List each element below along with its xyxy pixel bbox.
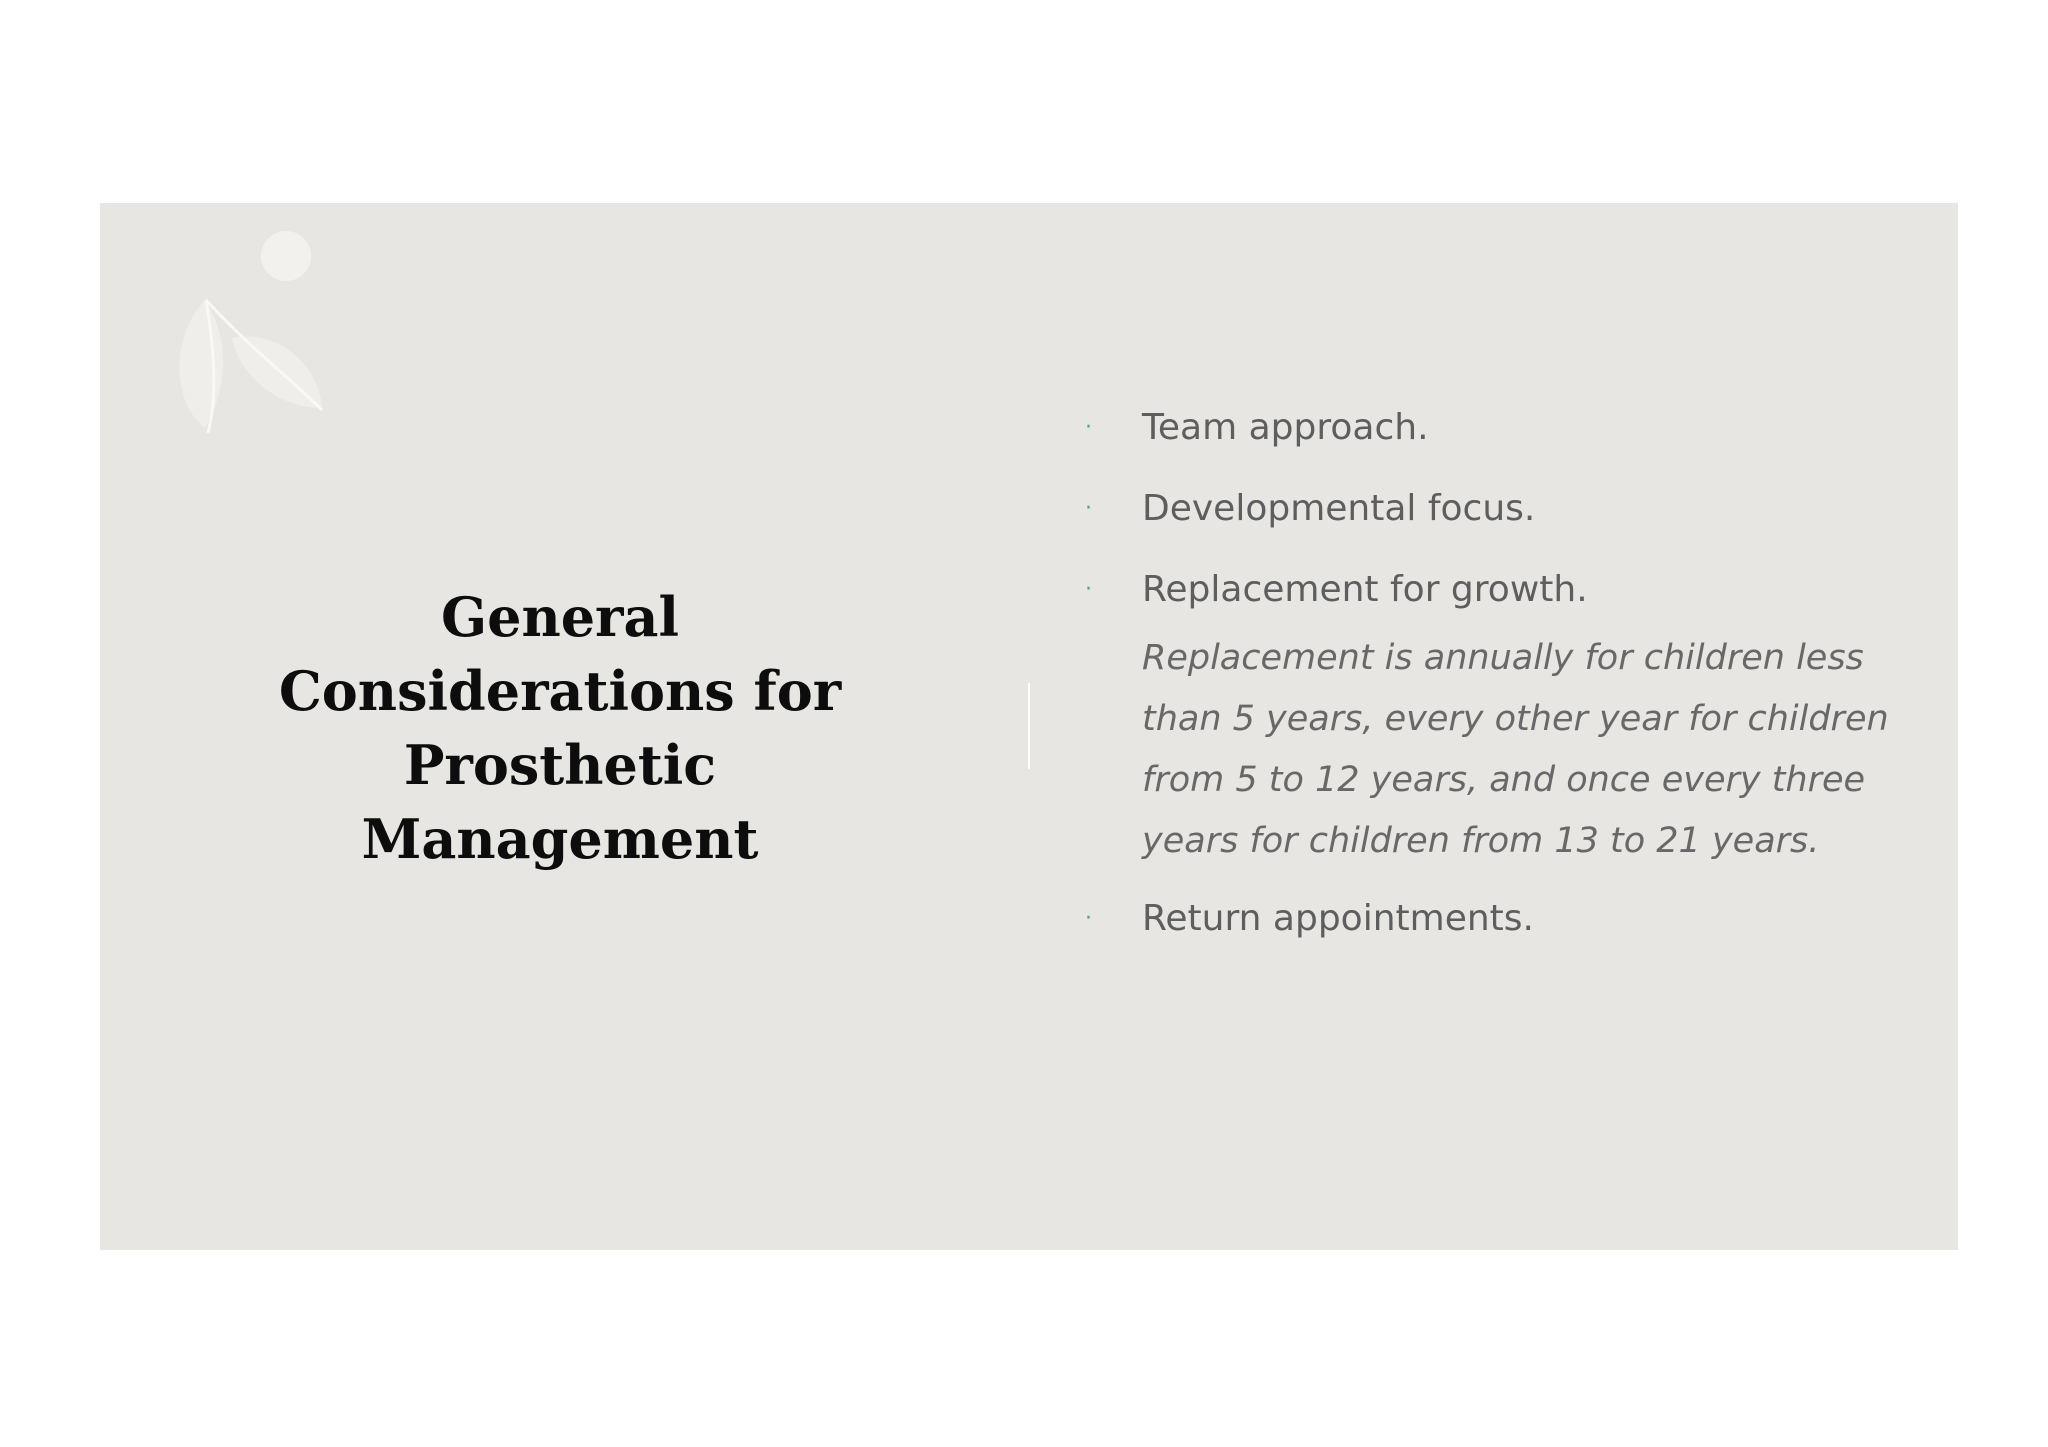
bullet-item xyxy=(1085,565,1905,615)
bullet-dot-icon: · xyxy=(1085,415,1092,440)
bullet-text: Return appointments. xyxy=(1142,898,1534,939)
note-line: from 5 to 12 years, and once every three xyxy=(1142,760,1866,800)
bullet-item xyxy=(1085,403,1905,453)
title-line: General xyxy=(440,585,680,649)
title-line: Prosthetic xyxy=(403,733,717,797)
vertical-divider xyxy=(1028,683,1030,769)
bullet-dot-icon: · xyxy=(1085,577,1092,602)
bullet-text: Team approach. xyxy=(1142,407,1429,448)
bullet-text: Developmental focus. xyxy=(1142,488,1536,529)
slide-title xyxy=(260,580,860,876)
bullet-dot-icon: · xyxy=(1085,906,1092,931)
leaves-icon xyxy=(170,228,330,438)
note-line: years for children from 13 to 21 years. xyxy=(1142,821,1820,861)
bullet-dot-icon: · xyxy=(1085,496,1092,521)
bullet-item xyxy=(1085,894,1905,944)
title-line: Management xyxy=(361,807,759,871)
title-line: Considerations for xyxy=(278,659,842,723)
bullet-text: Replacement for growth. xyxy=(1142,569,1588,610)
slide xyxy=(100,203,1958,1250)
note-line: Replacement is annually for children less xyxy=(1142,638,1864,678)
bullet-list xyxy=(1085,403,1905,975)
note-line: than 5 years, every other year for children xyxy=(1142,699,1889,739)
bullet-item xyxy=(1085,484,1905,534)
replacement-note xyxy=(1085,628,1902,872)
